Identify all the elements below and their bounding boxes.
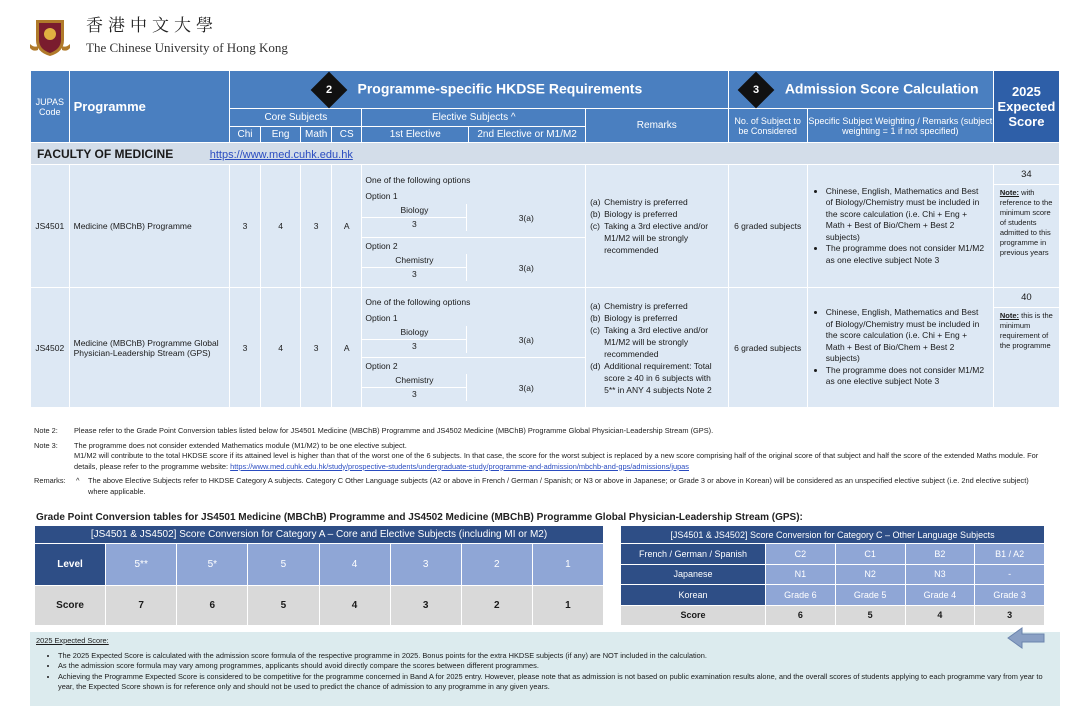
category-c-cell: N3 xyxy=(905,564,975,585)
math-header: Math xyxy=(301,127,332,143)
category-c-score: 4 xyxy=(905,605,975,626)
crest-icon xyxy=(28,14,72,58)
expected-score-notes xyxy=(30,632,1060,706)
chi-level: 3 xyxy=(230,288,261,408)
note-3-text-a: The programme does not consider extended Mathematics module (M1/M2) to be one elective subject. xyxy=(74,440,407,450)
score-label: Score xyxy=(35,586,106,626)
back-arrow-icon[interactable] xyxy=(1006,626,1046,650)
remarks-label: Remarks: xyxy=(34,476,66,485)
jupas-code: JS4501 xyxy=(31,165,70,288)
category-c-cell: - xyxy=(975,564,1045,585)
category-c-cell: C2 xyxy=(766,544,836,565)
category-c-cell: N1 xyxy=(766,564,836,585)
weighting-cell: • Chinese, English, Mathematics and Best of Biology/Chemistry must be included in the score calculation (i.e. Chi + Eng + Math + Best of Bio/Chem + Best 2 subjects) • The programme does not consider M1/M2 as one elective subject Note 3 xyxy=(807,288,993,408)
section-3-badge: 3 xyxy=(737,71,774,108)
programme-name: Medicine (MBChB) Programme Global Physician-Leadership Stream (GPS) xyxy=(69,288,230,408)
programme-name: Medicine (MBChB) Programme xyxy=(69,165,230,288)
category-c-cell: Grade 3 xyxy=(975,585,1045,606)
section-2-badge: 2 xyxy=(310,71,347,108)
remarks-cell: (a) Chemistry is preferred (b) Biology is preferred (c) Taking a 3rd elective and/or M1/M2 will be strongly recommended xyxy=(586,165,728,288)
remarks-text: The above Elective Subjects refer to HKDSE Category A subjects. Category C Other Language subjects (A2 or above in French / German / Spanish; or N3 or above in Japanese; or Grade 3 or above in Korean) will be considered as an unspecified elective subject (i.e. 2nd elective subject) where applicable. xyxy=(88,476,1029,496)
score-cell: 4 xyxy=(319,586,390,626)
note-2-text: Please refer to the Grade Point Conversion tables listed below for JS4501 Medicine (MBChB) Programme and JS4502 Medicine (MBChB) Programme Global Physician-Leadership Stream (GPS). xyxy=(74,426,714,435)
category-c-cell: Grade 4 xyxy=(905,585,975,606)
jupas-code: JS4502 xyxy=(31,288,70,408)
category-c-title: [JS4501 & JS4502] Score Conversion for Category C – Other Language Subjects xyxy=(621,526,1045,544)
num-subjects: 6 graded subjects xyxy=(728,288,807,408)
level-cell: 5* xyxy=(177,544,248,586)
remarks-header: Remarks xyxy=(586,109,728,143)
level-label: Level xyxy=(35,544,106,586)
category-a-table xyxy=(34,525,604,626)
level-cell: 4 xyxy=(319,544,390,586)
eng-level: 4 xyxy=(260,288,301,408)
level-cell: 3 xyxy=(390,544,461,586)
category-a-title: [JS4501 & JS4502] Score Conversion for Category A – Core and Elective Subjects (including MI or M2) xyxy=(35,526,604,544)
category-c-score: 6 xyxy=(766,605,836,626)
eng-header: Eng xyxy=(260,127,301,143)
category-c-cell: C1 xyxy=(835,544,905,565)
cs-level: A xyxy=(331,165,362,288)
category-c-cell: Grade 6 xyxy=(766,585,836,606)
chi-header: Chi xyxy=(230,127,261,143)
table-row xyxy=(31,165,1060,288)
elective2-header: 2nd Elective or M1/M2 xyxy=(469,127,586,143)
section-3-header: 3 Admission Score Calculation xyxy=(728,71,993,109)
category-c-score-label: Score xyxy=(621,605,766,626)
weighting-cell: • Chinese, English, Mathematics and Best of Biology/Chemistry must be included in the score calculation (i.e. Chi + Eng + Math + Best of Bio/Chem + Best 2 subjects) • The programme does not consider M1/M2 as one elective subject Note 3 xyxy=(807,165,993,288)
section-2-header: 2 Programme-specific HKDSE Requirements xyxy=(230,71,728,109)
note-3-label: Note 3: xyxy=(34,440,58,450)
score-cell: 2 xyxy=(461,586,532,626)
elective-options: One of the following options Option 1 Biology 3 3(a) Option 2 Chemistry 3 3(a) xyxy=(362,288,586,408)
score-cell: 3 xyxy=(390,586,461,626)
category-c-cell: B1 / A2 xyxy=(975,544,1045,565)
eng-level: 4 xyxy=(260,165,301,288)
category-c-cell: N2 xyxy=(835,564,905,585)
expected-score-notes-title: 2025 Expected Score: xyxy=(36,636,109,645)
level-cell: 2 xyxy=(461,544,532,586)
notes-section: Note 2: Please refer to the Grade Point Conversion tables listed below for JS4501 Medicine (MBChB) Programme and JS4502 Medicine (MBChB) Programme Global Physician-Leadership Stream (GPS). Note 3: The programme does not consider extended Mathematics module (M1/M2) to be one elective subject. M1/M2 will contribute to the total HKDSE score if its attained level is higher than that of the worst one of the 6 subjects. In that case, the score for the worst subject is replaced by a new score comprising half of the original score of that subject and half the score of the extended Maths module. For details, please refer to the programme website: https://www.med.cuhk.edu.hk/study/prospective-students/undergraduate-study/programme-and-admission/mbchb-and-gps/admissions/jupas Remarks: ^ The above Elective Subjects refer to HKDSE Category A subjects. Category C Other Language subjects (A2 or above in French / German / Spanish; or N3 or above in Japanese; or Grade 3 or above in Korean) will be considered as an unspecified elective subject (i.e. 2nd elective subject) where applicable. xyxy=(34,426,1044,497)
table-row xyxy=(31,288,1060,408)
university-name-en: The Chinese University of Hong Kong xyxy=(86,40,288,55)
expected-score-cell: 34 Note: with reference to the minimum score of students admitted to this programme in previous years xyxy=(993,165,1059,288)
faculty-row xyxy=(31,143,1060,165)
score-cell: 7 xyxy=(106,586,177,626)
university-logo xyxy=(28,14,288,58)
elective-subjects-header: Elective Subjects ^ xyxy=(362,109,586,127)
grade-point-title: Grade Point Conversion tables for JS4501 Medicine (MBChB) Programme and JS4502 Medicine (MBChB) Programme Global Physician-Leadership Stream (GPS): xyxy=(36,512,803,523)
col-jupas-code: JUPAS Code xyxy=(31,71,70,143)
expected-note-item: • As the admission score formula may vary among programmes, applicants should avoid directly compare the scores between different programmes. xyxy=(58,661,1054,672)
category-c-cell: Grade 5 xyxy=(835,585,905,606)
faculty-link[interactable]: https://www.med.cuhk.edu.hk xyxy=(209,148,353,161)
score-cell: 6 xyxy=(177,586,248,626)
faculty-name: FACULTY OF MEDICINE xyxy=(37,146,174,161)
note-2-label: Note 2: xyxy=(34,426,58,435)
expected-score: 40 xyxy=(994,288,1059,308)
category-c-row-label: Japanese xyxy=(621,564,766,585)
expected-note-item: • The 2025 Expected Score is calculated with the admission score formula of the respective programme in 2025. Bonus points for the extra HKDSE subjects (if any) are NOT included in the calculation. xyxy=(58,651,1054,662)
level-cell: 1 xyxy=(532,544,603,586)
math-level: 3 xyxy=(301,288,332,408)
category-c-row-label: French / German / Spanish xyxy=(621,544,766,565)
math-level: 3 xyxy=(301,165,332,288)
programme-website-link[interactable]: https://www.med.cuhk.edu.hk/study/prospective-students/undergraduate-study/programme-and-admission/mbchb-and-gps/admissions/jupas xyxy=(230,461,689,471)
university-name-zh: 香港中文大學 xyxy=(86,16,218,36)
category-c-cell: B2 xyxy=(905,544,975,565)
col-programme: Programme xyxy=(69,71,230,143)
num-subject-header: No. of Subject to be Considered xyxy=(728,109,807,143)
level-cell: 5** xyxy=(106,544,177,586)
level-cell: 5 xyxy=(248,544,319,586)
note-3-text-b: M1/M2 will contribute to the total HKDSE score if its attained level is higher than that of the worst one of the 6 subjects. In that case, the score for the worst subject is replaced by a new score comprising half of the original score of that subject and half the score of the extended Maths module. For details, please refer to the programme website: xyxy=(74,451,1039,471)
elective-options: One of the following options Option 1 Biology 3 3(a) Option 2 Chemistry 3 3(a) xyxy=(362,165,586,288)
category-c-score: 3 xyxy=(975,605,1045,626)
programme-table xyxy=(30,70,1060,408)
chi-level: 3 xyxy=(230,165,261,288)
score-cell: 5 xyxy=(248,586,319,626)
elective1-header: 1st Elective xyxy=(362,127,469,143)
category-c-table xyxy=(620,525,1045,626)
remarks-cell: (a) Chemistry is preferred (b) Biology is preferred (c) Taking a 3rd elective and/or M1/M2 will be strongly recommended (d) Additional requirement: Total score ≥ 40 in 6 subjects with 5** in ANY 4 subjects Note 2 xyxy=(586,288,728,408)
cs-level: A xyxy=(331,288,362,408)
category-c-row-label: Korean xyxy=(621,585,766,606)
core-subjects-header: Core Subjects xyxy=(230,109,362,127)
weighting-header: Specific Subject Weighting / Remarks (subject weighting = 1 if not specified) xyxy=(807,109,993,143)
expected-score: 34 xyxy=(994,165,1059,185)
num-subjects: 6 graded subjects xyxy=(728,165,807,288)
expected-note-item: • Achieving the Programme Expected Score is considered to be competitive for the programme concerned in Band A for 2025 entry. However, please note that as admission is not based on public examination results alone, and the overall scores of students applying to each programme vary from year to year, the Expected Score shown is for reference only and should not be used to predict the chance of admission to any programme in any given years. xyxy=(58,672,1054,693)
score-cell: 1 xyxy=(532,586,603,626)
cs-header: CS xyxy=(331,127,362,143)
expected-score-cell: 40 Note: this is the minimum requirement of the programme xyxy=(993,288,1059,408)
col-expected-score: 2025 Expected Score xyxy=(993,71,1059,143)
category-c-score: 5 xyxy=(835,605,905,626)
